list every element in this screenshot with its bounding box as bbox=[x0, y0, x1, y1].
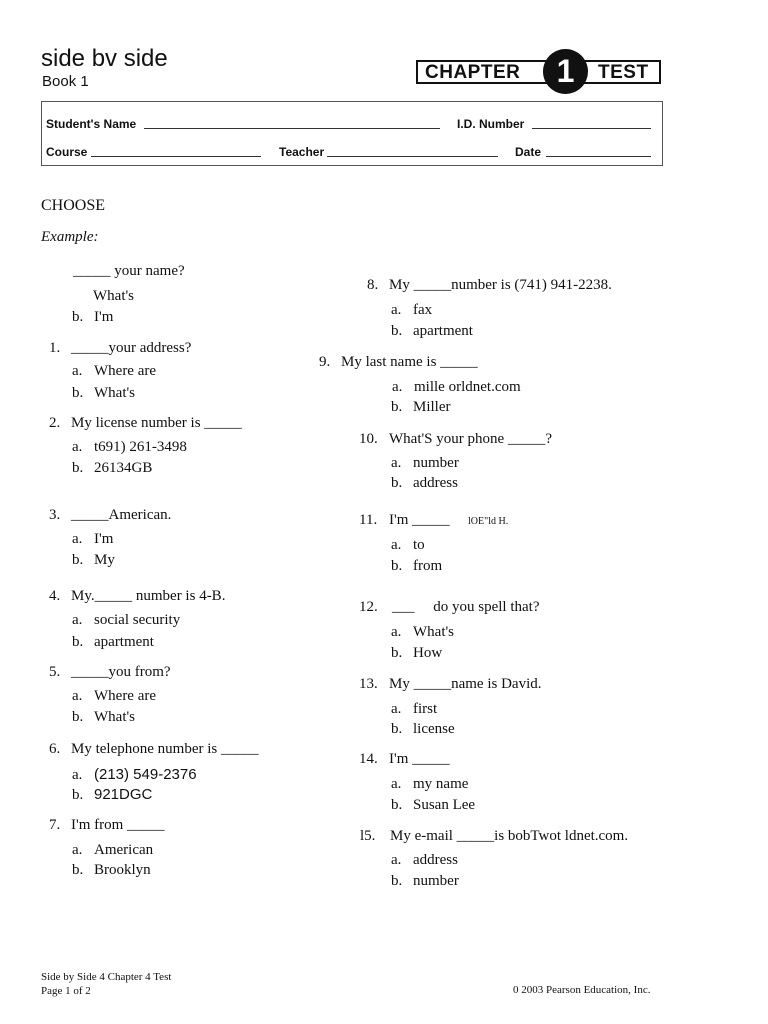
example-stem: _____ your name? bbox=[73, 263, 185, 279]
option-label: b. bbox=[72, 309, 84, 325]
question-stem: My _____number is (741) 941-2238. bbox=[389, 277, 612, 293]
question-stem: _____American. bbox=[71, 507, 172, 523]
option-text: fax bbox=[413, 302, 433, 318]
option-label: a. bbox=[72, 767, 83, 783]
option-b[interactable] bbox=[72, 460, 152, 477]
option-label: b. bbox=[72, 385, 84, 401]
question-stem: My e-mail _____is bobTwot ldnet.com. bbox=[390, 828, 629, 844]
option-a[interactable] bbox=[72, 363, 156, 380]
footer-source: Side by Side 4 Chapter 4 Test bbox=[41, 971, 172, 983]
question-stem: I'm from _____ bbox=[71, 817, 165, 833]
question-8 bbox=[367, 277, 612, 294]
option-a[interactable] bbox=[72, 612, 180, 629]
option-text: apartment bbox=[94, 634, 154, 650]
option-a[interactable] bbox=[72, 439, 187, 456]
option-b[interactable] bbox=[391, 721, 455, 738]
question-number: 12. bbox=[359, 599, 378, 615]
question-number: 4. bbox=[49, 588, 61, 604]
option-label: a. bbox=[391, 776, 402, 792]
option-text: Susan Lee bbox=[413, 797, 476, 813]
option-a[interactable] bbox=[391, 701, 437, 718]
option-a[interactable] bbox=[391, 537, 425, 554]
option-b[interactable] bbox=[391, 873, 459, 890]
option-label: a. bbox=[391, 624, 402, 640]
question-13 bbox=[359, 676, 541, 693]
option-text: Where are bbox=[94, 363, 157, 379]
option-text: My bbox=[94, 552, 115, 568]
option-text: from bbox=[413, 558, 443, 574]
example-option-a: What's bbox=[93, 288, 135, 304]
option-label: b. bbox=[391, 645, 403, 661]
option-label: b. bbox=[72, 634, 84, 650]
option-b[interactable] bbox=[72, 552, 115, 569]
option-text: What's bbox=[94, 709, 136, 725]
question-9 bbox=[319, 354, 478, 371]
question-stem: _____your address? bbox=[71, 340, 192, 356]
option-a[interactable] bbox=[72, 766, 197, 784]
option-text: Where are bbox=[94, 688, 157, 704]
option-label: b. bbox=[391, 323, 403, 339]
student-name-label: Student's Name bbox=[46, 117, 137, 131]
option-label: b. bbox=[391, 721, 403, 737]
question-number: 1. bbox=[49, 340, 61, 356]
question-stem: My last name is _____ bbox=[341, 354, 478, 370]
question-number: 7. bbox=[49, 817, 61, 833]
option-a[interactable] bbox=[392, 379, 521, 396]
book-label: Book 1 bbox=[42, 73, 89, 90]
question-1 bbox=[49, 340, 191, 357]
option-text: first bbox=[413, 701, 438, 717]
question-4 bbox=[49, 588, 225, 605]
option-label: b. bbox=[72, 862, 84, 878]
option-label: b. bbox=[72, 460, 84, 476]
option-text: (213) 549-2376 bbox=[94, 766, 197, 783]
option-text: number bbox=[413, 873, 459, 889]
question-number: l5. bbox=[360, 828, 376, 844]
question-number: 2. bbox=[49, 415, 61, 431]
option-a[interactable] bbox=[72, 842, 153, 859]
option-label: b. bbox=[72, 709, 84, 725]
option-text: mille orldnet.com bbox=[414, 379, 521, 395]
option-a[interactable] bbox=[391, 852, 458, 869]
option-label: a. bbox=[72, 842, 83, 858]
question-number: 13. bbox=[359, 676, 378, 692]
option-a[interactable] bbox=[72, 688, 156, 705]
chapter-number-badge: 1 bbox=[543, 49, 588, 94]
question-5 bbox=[49, 664, 171, 681]
question-7 bbox=[49, 817, 165, 834]
teacher-label: Teacher bbox=[279, 145, 325, 159]
option-b[interactable] bbox=[391, 323, 473, 340]
question-stem: I'm _____ bbox=[389, 751, 450, 767]
question-stem: _____you from? bbox=[71, 664, 171, 680]
option-label: a. bbox=[391, 302, 402, 318]
id-number-line[interactable] bbox=[532, 128, 651, 129]
option-b[interactable] bbox=[72, 634, 154, 651]
option-a[interactable] bbox=[391, 776, 468, 793]
footer-page-number: Page 1 of 2 bbox=[41, 985, 91, 997]
option-a[interactable] bbox=[391, 455, 459, 472]
option-text: address bbox=[413, 852, 458, 868]
option-b[interactable] bbox=[72, 862, 151, 879]
option-text: What's bbox=[94, 385, 136, 401]
question-6 bbox=[49, 741, 258, 758]
option-text: my name bbox=[413, 776, 469, 792]
option-text: Brooklyn bbox=[94, 862, 151, 878]
question-number: 6. bbox=[49, 741, 61, 757]
question-2 bbox=[49, 415, 242, 432]
option-b[interactable] bbox=[391, 558, 442, 575]
option-text: social security bbox=[94, 612, 181, 628]
question-12 bbox=[359, 599, 539, 616]
series-title: side bv side bbox=[41, 45, 168, 72]
question-stem: I'm _____ bbox=[389, 512, 450, 528]
option-text: American bbox=[94, 842, 154, 858]
option-text: What's bbox=[413, 624, 455, 640]
option-b[interactable] bbox=[391, 797, 475, 814]
option-text: 921DGC bbox=[94, 786, 153, 803]
option-b[interactable] bbox=[391, 475, 458, 492]
date-label: Date bbox=[515, 145, 542, 159]
option-label: b. bbox=[391, 399, 403, 415]
option-text: Miller bbox=[413, 399, 451, 415]
question-stem: My._____ number is 4-B. bbox=[71, 588, 226, 604]
option-label: a. bbox=[72, 531, 83, 547]
option-text: I'm bbox=[94, 531, 114, 547]
test-word: TEST bbox=[598, 62, 649, 83]
option-label: a. bbox=[392, 379, 403, 395]
question-14 bbox=[359, 751, 450, 768]
option-text: How bbox=[413, 645, 443, 661]
question-stem: My telephone number is _____ bbox=[71, 741, 259, 757]
option-a[interactable] bbox=[72, 531, 113, 548]
question-stem: ___ do you spell that? bbox=[392, 599, 540, 615]
option-b[interactable] bbox=[72, 786, 152, 804]
option-b[interactable] bbox=[72, 709, 135, 726]
option-text: apartment bbox=[413, 323, 473, 339]
option-label: a. bbox=[391, 455, 402, 471]
footer-copyright: 0 2003 Pearson Education, Inc. bbox=[513, 984, 651, 996]
option-text: license bbox=[413, 721, 455, 737]
illegible-note: lOE"ld H. bbox=[468, 516, 509, 527]
option-label: a. bbox=[72, 688, 83, 704]
option-b[interactable] bbox=[72, 385, 135, 402]
question-number: 8. bbox=[367, 277, 379, 293]
student-name-line[interactable] bbox=[144, 128, 440, 129]
question-number: 5. bbox=[49, 664, 61, 680]
question-stem: What'S your phone _____? bbox=[389, 431, 553, 447]
question-number: 9. bbox=[319, 354, 331, 370]
date-line[interactable] bbox=[546, 156, 651, 157]
section-title: CHOOSE bbox=[41, 197, 106, 214]
course-label: Course bbox=[46, 145, 88, 159]
teacher-line[interactable] bbox=[327, 156, 498, 157]
option-label: b. bbox=[391, 475, 403, 491]
example-option-b bbox=[72, 309, 113, 326]
option-label: a. bbox=[391, 852, 402, 868]
option-text: address bbox=[413, 475, 458, 491]
example-label: Example: bbox=[41, 229, 99, 245]
question-number: 14. bbox=[359, 751, 378, 767]
option-label: a. bbox=[391, 537, 402, 553]
question-11 bbox=[359, 512, 450, 529]
option-label: a. bbox=[72, 439, 83, 455]
question-15 bbox=[360, 828, 628, 845]
option-text: 26134GB bbox=[94, 460, 153, 476]
option-label: b. bbox=[391, 797, 403, 813]
option-label: b. bbox=[391, 873, 403, 889]
option-text: t691) 261-3498 bbox=[94, 439, 187, 455]
option-label: a. bbox=[72, 363, 83, 379]
option-text: number bbox=[413, 455, 459, 471]
question-number: 11. bbox=[359, 512, 378, 528]
chapter-word: CHAPTER bbox=[425, 62, 521, 83]
question-number: 10. bbox=[359, 431, 378, 447]
option-label: a. bbox=[72, 612, 83, 628]
question-stem: My _____name is David. bbox=[389, 676, 542, 692]
question-stem: My license number is _____ bbox=[71, 415, 242, 431]
id-number-label: I.D. Number bbox=[457, 117, 525, 131]
option-a[interactable] bbox=[391, 624, 454, 641]
option-label: b. bbox=[391, 558, 403, 574]
option-label: b. bbox=[72, 787, 84, 803]
option-text: I'm bbox=[94, 309, 114, 325]
option-b[interactable] bbox=[391, 399, 451, 416]
option-a[interactable] bbox=[391, 302, 432, 319]
question-number: 3. bbox=[49, 507, 61, 523]
option-b[interactable] bbox=[391, 645, 442, 662]
question-10 bbox=[359, 431, 552, 448]
option-label: b. bbox=[72, 552, 84, 568]
course-line[interactable] bbox=[91, 156, 261, 157]
option-text: to bbox=[413, 537, 425, 553]
option-label: a. bbox=[391, 701, 402, 717]
question-3 bbox=[49, 507, 171, 524]
